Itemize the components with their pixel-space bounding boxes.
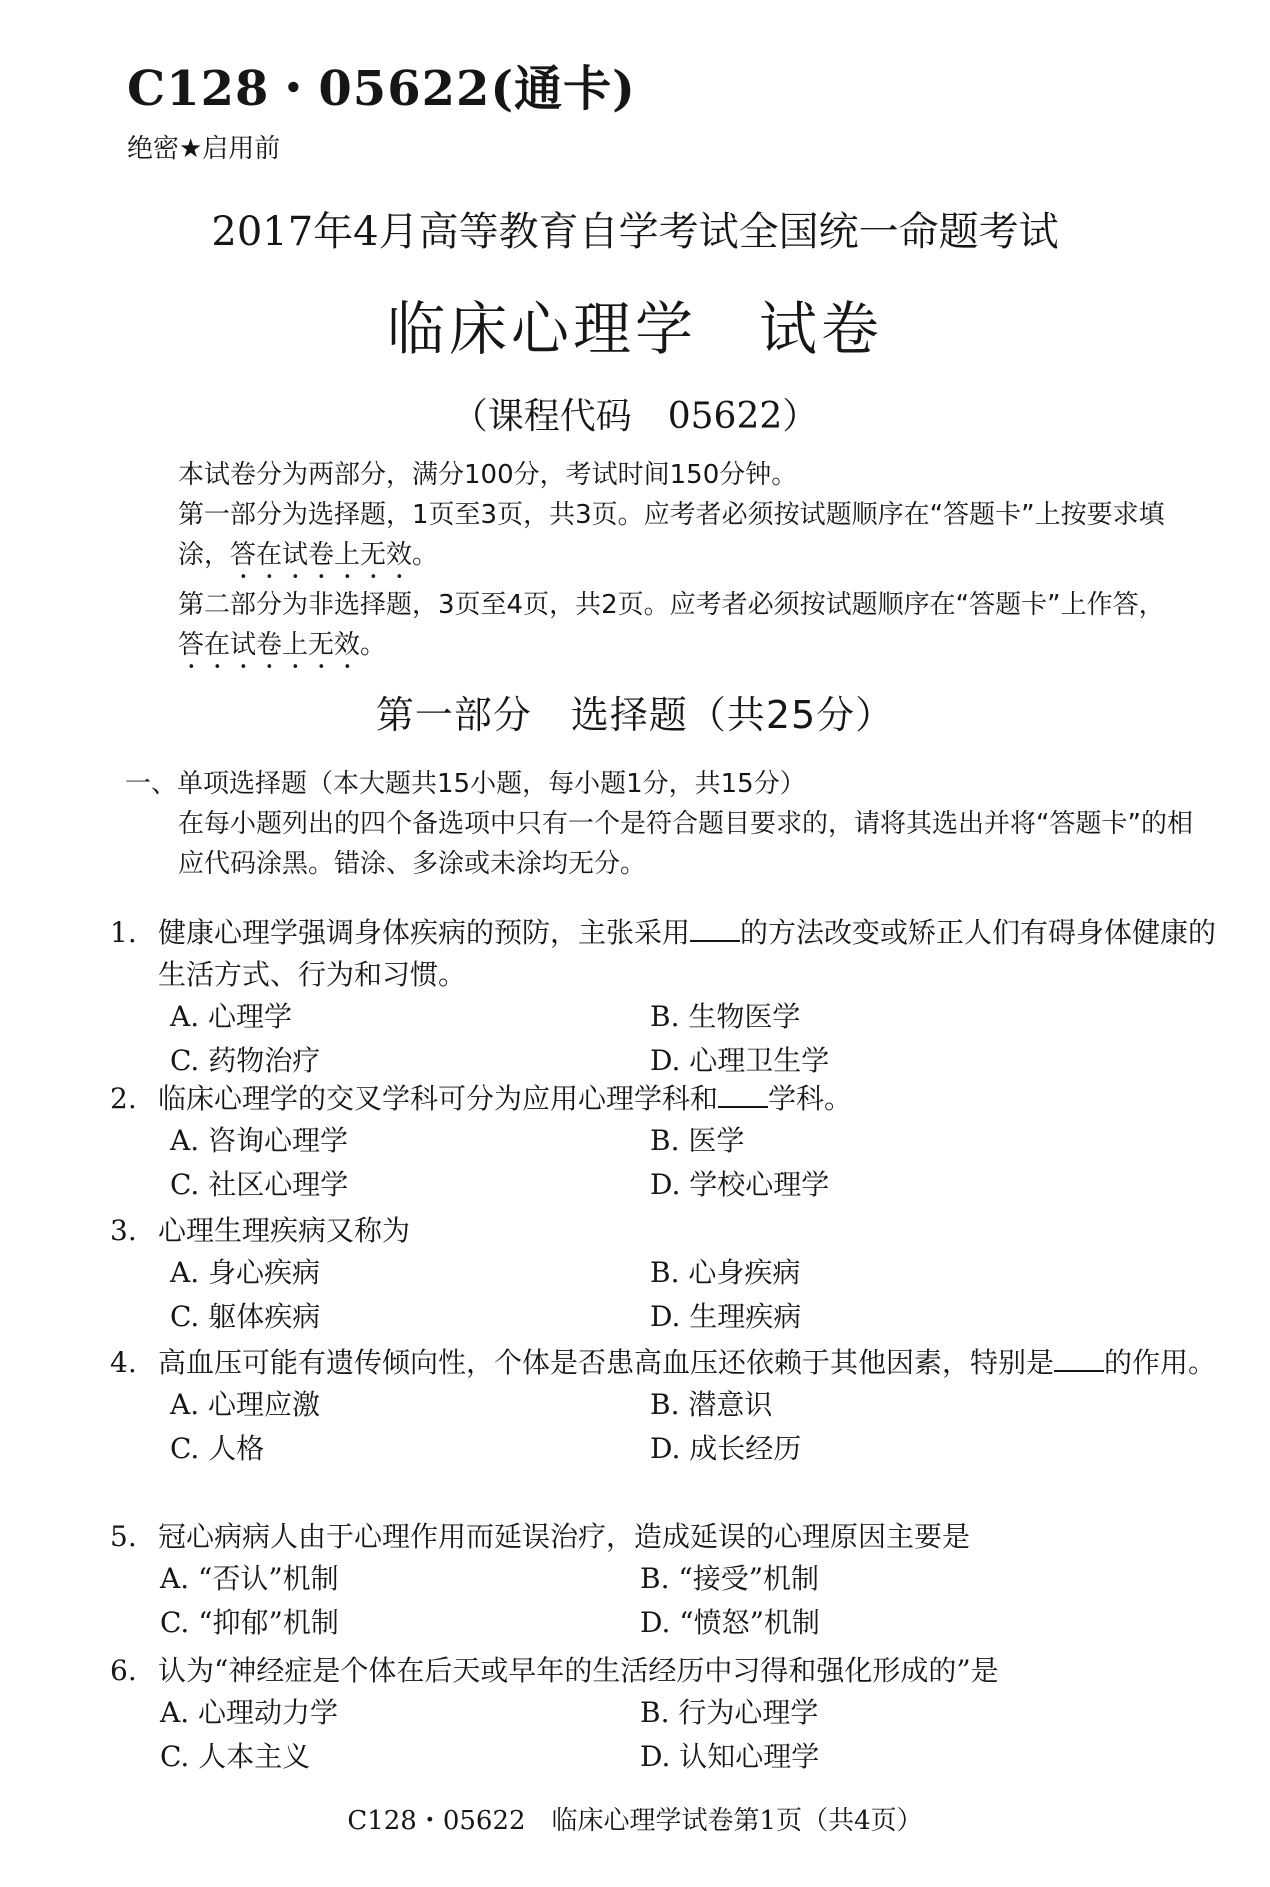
- instruction-line: 第一部分为选择题，1页至3页，共3页。应考者必须按试题顺序在“答题卡”上按要求填涂，答在试卷上无效。: [178, 500, 1165, 570]
- answer-blank: [718, 1080, 768, 1108]
- instruction-line: 本试卷分为两部分，满分100分，考试时间150分钟。: [178, 460, 798, 490]
- confidential-label: 绝密★启用前: [127, 134, 281, 164]
- question-3: 3. 心理生理疾病又称为 A. 身心疾病 B. 心身疾病 C. 躯体疾病 D. 生理疾病: [110, 1210, 1230, 1340]
- option-d: D. 学校心理学: [650, 1168, 830, 1201]
- part-title: 第一部分 选择题（共25分）: [375, 693, 895, 737]
- section-description: 在每小题列出的四个备选项中只有一个是符合题目要求的，请将其选出并将“答题卡”的相应代码涂黑。错涂、多涂或未涂均无分。: [178, 809, 1193, 879]
- question-number: 3.: [110, 1214, 137, 1247]
- exam-title: 2017年4月高等教育自学考试全国统一命题考试: [211, 209, 1059, 255]
- option-c: C. 药物治疗: [170, 1044, 321, 1077]
- option-d: D. “愤怒”机制: [640, 1606, 820, 1639]
- option-a: A. “否认”机制: [160, 1562, 339, 1595]
- option-b: B. 医学: [650, 1124, 745, 1157]
- option-b: B. 潜意识: [650, 1388, 773, 1421]
- option-d: D. 成长经历: [650, 1432, 802, 1465]
- question-number: 2.: [110, 1082, 137, 1115]
- question-number: 4.: [110, 1346, 137, 1379]
- instructions: [178, 455, 1178, 675]
- option-a: A. 心理动力学: [160, 1696, 339, 1729]
- question-5: 5. 冠心病病人由于心理作用而延误治疗，造成延误的心理原因主要是 A. “否认”机制 B. “接受”机制 C. “抑郁”机制 D. “愤怒”机制: [110, 1516, 1230, 1646]
- option-b: B. 行为心理学: [640, 1696, 819, 1729]
- emphasis-text: 答在试卷上无效: [230, 540, 413, 570]
- question-number: 1.: [110, 916, 137, 949]
- question-number: 5.: [110, 1520, 137, 1553]
- option-b: B. “接受”机制: [640, 1562, 820, 1595]
- subject-title: 临床心理学 试卷: [386, 295, 883, 363]
- option-c: C. 人本主义: [160, 1740, 311, 1773]
- option-c: C. 躯体疾病: [170, 1300, 321, 1333]
- question-6: 6. 认为“神经症是个体在后天或早年的生活经历中习得和强化形成的”是 A. 心理动力学 B. 行为心理学 C. 人本主义 D. 认知心理学: [110, 1650, 1230, 1780]
- option-a: A. 心理学: [170, 1000, 293, 1033]
- option-a: A. 心理应激: [170, 1388, 321, 1421]
- question-4: 4. 高血压可能有遗传倾向性，个体是否患高血压还依赖于其他因素，特别是 的作用。 A. 心理应激 B. 潜意识 C. 人格 D. 成长经历: [110, 1342, 1230, 1472]
- option-d: D. 生理疾病: [650, 1300, 802, 1333]
- option-c: C. 社区心理学: [170, 1168, 349, 1201]
- option-c: C. “抑郁”机制: [160, 1606, 339, 1639]
- option-d: D. 认知心理学: [640, 1740, 820, 1773]
- option-b: B. 心身疾病: [650, 1256, 801, 1289]
- instruction-line: 第二部分为非选择题，3页至4页，共2页。应考者必须按试题顺序在“答题卡”上作答，答在试卷上无效。: [178, 590, 1165, 660]
- question-number: 6.: [110, 1654, 137, 1687]
- option-b: B. 生物医学: [650, 1000, 801, 1033]
- option-c: C. 人格: [170, 1432, 265, 1465]
- option-d: D. 心理卫生学: [650, 1044, 830, 1077]
- answer-blank: [690, 914, 740, 942]
- page-footer: C128・05622 临床心理学试卷第1页（共4页）: [347, 1806, 923, 1836]
- option-a: A. 咨询心理学: [170, 1124, 349, 1157]
- paper-code: C128・05622(通卡): [127, 61, 636, 117]
- section-heading: [125, 764, 1205, 884]
- question-1: 1. 健康心理学强调身体疾病的预防，主张采用 的方法改变或矫正人们有碍身体健康的生活方式、行为和习惯。 A. 心理学 B. 生物医学 C. 药物治疗 D. 心理卫生学: [110, 912, 1230, 1084]
- option-a: A. 身心疾病: [170, 1256, 321, 1289]
- answer-blank: [1054, 1344, 1104, 1372]
- course-code: （课程代码 05622）: [451, 396, 819, 437]
- section-title: 一、单项选择题（本大题共15小题，每小题1分，共15分）: [125, 769, 806, 799]
- emphasis-text: 答在试卷上无效: [178, 630, 361, 660]
- question-2: 2. 临床心理学的交叉学科可分为应用心理学科和 学科。 A. 咨询心理学 B. 医学 C. 社区心理学 D. 学校心理学: [110, 1078, 1230, 1208]
